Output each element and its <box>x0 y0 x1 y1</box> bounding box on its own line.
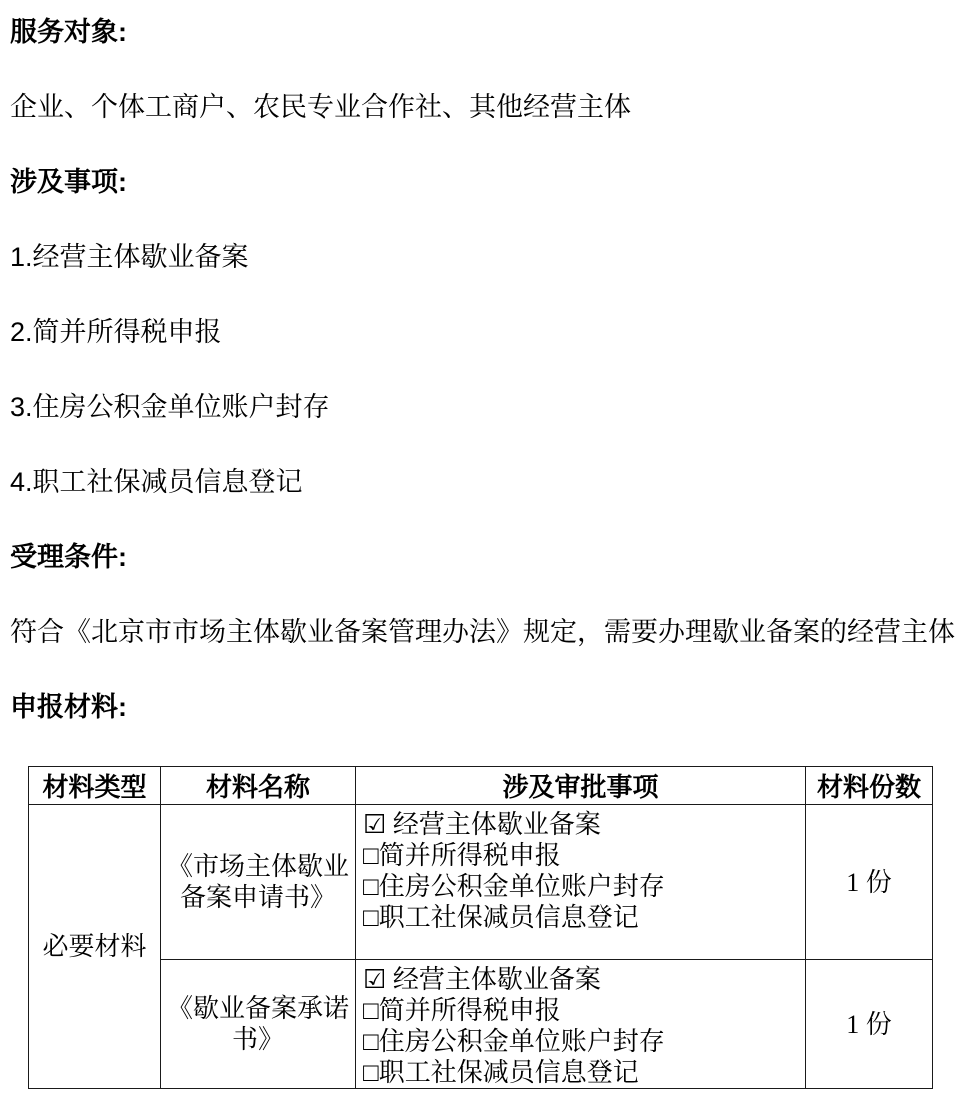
checkbox-unchecked-icon: □ <box>363 1027 379 1056</box>
paragraph-matter-4: 4.职工社保减员信息登记 <box>10 467 303 497</box>
approval-item-label: 职工社保减员信息登记 <box>378 903 639 932</box>
approval-item <box>363 809 799 840</box>
approval-items-cell <box>356 960 806 1089</box>
approval-item <box>363 1026 799 1057</box>
approval-item-label: 经营主体歇业备案 <box>386 810 601 839</box>
approval-items-cell <box>356 805 806 960</box>
approval-item-label: 住房公积金单位账户封存 <box>378 872 665 901</box>
material-name-line: 书》 <box>231 1025 284 1054</box>
approval-item <box>363 1057 799 1088</box>
material-name-cell <box>161 805 356 960</box>
approval-item <box>363 964 799 995</box>
checkbox-unchecked-icon: □ <box>363 1058 379 1087</box>
checkbox-unchecked-icon: □ <box>363 872 379 901</box>
approval-item-label: 经营主体歇业备案 <box>386 965 601 994</box>
approval-item-label: 简并所得税申报 <box>378 841 561 870</box>
checkbox-unchecked-icon: □ <box>363 903 379 932</box>
paragraph-matter-3: 3.住房公积金单位账户封存 <box>10 392 330 422</box>
approval-item-label: 职工社保减员信息登记 <box>378 1058 639 1087</box>
col-header-material-name: 材料名称 <box>161 767 356 805</box>
approval-item-label: 简并所得税申报 <box>378 996 561 1025</box>
table-header-row <box>29 767 933 805</box>
col-header-material-type: 材料类型 <box>29 767 161 805</box>
heading-matters: 涉及事项: <box>10 167 127 197</box>
paragraph-service-target: 企业、个体工商户、农民专业合作社、其他经营主体 <box>10 92 631 122</box>
approval-item <box>363 995 799 1026</box>
heading-materials: 申报材料: <box>10 692 127 722</box>
paragraph-matter-1: 1.经营主体歇业备案 <box>10 242 249 272</box>
checkbox-unchecked-icon: □ <box>363 841 379 870</box>
table-row <box>29 805 933 960</box>
approval-item <box>363 902 799 933</box>
paragraph-matter-2: 2.简并所得税申报 <box>10 317 222 347</box>
material-name-cell <box>161 960 356 1089</box>
approval-item <box>363 871 799 902</box>
heading-service-target: 服务对象: <box>10 17 127 47</box>
material-name-line: 备案申请书》 <box>179 883 336 912</box>
paragraph-acceptance: 符合《北京市市场主体歇业备案管理办法》规定，需要办理歇业备案的经营主体 <box>10 617 955 647</box>
checkbox-unchecked-icon: □ <box>363 996 379 1025</box>
checkbox-checked-icon: ☑ <box>363 810 387 839</box>
approval-item <box>363 840 799 871</box>
approval-item-label: 住房公积金单位账户封存 <box>378 1027 665 1056</box>
table-row <box>29 960 933 1089</box>
materials-table <box>28 766 933 1089</box>
material-type-cell: 必要材料 <box>29 805 161 1089</box>
checkbox-checked-icon: ☑ <box>363 965 387 994</box>
material-name-line: 《市场主体歇业 <box>166 852 349 881</box>
col-header-approval-matters: 涉及审批事项 <box>356 767 806 805</box>
heading-acceptance: 受理条件: <box>10 542 127 572</box>
col-header-material-count: 材料份数 <box>806 767 933 805</box>
material-name-line: 《歇业备案承诺 <box>166 994 349 1023</box>
material-count-cell: 1 份 <box>806 805 933 960</box>
material-count-cell: 1 份 <box>806 960 933 1089</box>
